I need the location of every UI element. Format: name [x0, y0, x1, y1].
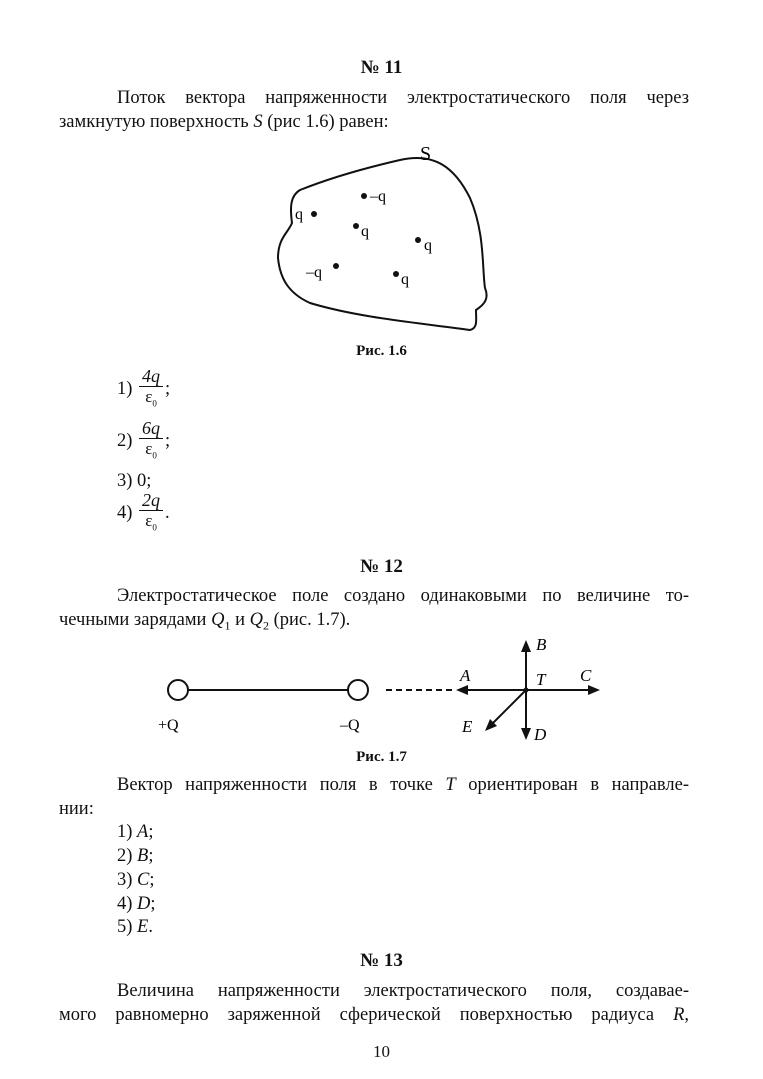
q12-option-3-num: 3) — [117, 870, 133, 890]
charge-plus-q-circle — [168, 680, 188, 700]
charge-dot-5 — [333, 263, 339, 269]
q13-text-line2 — [59, 1003, 689, 1027]
plus-q-label: +Q — [158, 717, 179, 734]
minus-q-label: –Q — [340, 717, 360, 734]
q13-line1-text: Величина напряженности электростатического поля, создавае- — [117, 981, 689, 1001]
figure-1-6 — [270, 138, 500, 338]
figure-1-7 — [150, 630, 620, 748]
q13-radius-symbol: R — [673, 1005, 685, 1025]
charge-dot-3 — [353, 223, 359, 229]
q12-text2-line2: нии: — [59, 799, 94, 819]
arrow-d-head — [521, 728, 531, 740]
q12-q2: Q — [249, 610, 263, 630]
q12-option-1-letter: A — [137, 822, 149, 842]
charge-label-3: q — [361, 223, 369, 240]
label-b: B — [536, 635, 547, 654]
label-t: T — [536, 670, 546, 689]
closed-surface-s — [278, 158, 487, 330]
q12-option-2-letter: B — [137, 846, 149, 866]
q12-point-t: T — [445, 775, 456, 795]
q13-line2-b: , — [684, 1005, 689, 1025]
q11-option-1-num: 1) — [117, 378, 133, 399]
q11-option-4-denominator — [139, 511, 163, 537]
q11-option-2-end: ; — [165, 430, 171, 451]
q11-text-line2 — [59, 110, 389, 134]
q11-option-4-sub: 0 — [152, 522, 157, 533]
arrow-b-head — [521, 640, 531, 652]
q12-option-2 — [117, 844, 154, 868]
figure-1-7-caption: Рис. 1.7 — [356, 749, 407, 765]
q12-option-3-end: ; — [149, 870, 155, 890]
label-c: C — [580, 666, 592, 685]
q11-text — [117, 86, 689, 110]
surface-label-s: S — [420, 143, 432, 165]
arrow-c-head — [588, 685, 600, 695]
q12-line1-text: Электростатическое поле создано одинаковыми по величине то- — [117, 586, 689, 606]
q11-option-4-num: 4) — [117, 502, 133, 523]
q12-option-1-num: 1) — [117, 822, 133, 842]
charge-dot-1 — [361, 193, 367, 199]
charge-dot-6 — [393, 271, 399, 277]
charge-label-1: –q — [370, 188, 386, 205]
q11-option-2-fraction — [139, 418, 163, 465]
charge-label-5: –q — [306, 264, 322, 281]
q12-option-1-end: ; — [148, 822, 154, 842]
q12-option-3-letter: C — [137, 870, 150, 890]
q12-option-4 — [117, 892, 156, 916]
q12-q1-sub: 1 — [224, 618, 231, 633]
charge-label-4: q — [424, 237, 432, 254]
q11-heading: № 11 — [360, 57, 403, 78]
q11-option-1-fraction — [139, 366, 163, 413]
q11-surface-symbol: S — [253, 112, 263, 132]
q11-line2-a: замкнутую поверхность — [59, 112, 254, 132]
q12-text2-line1 — [117, 773, 689, 797]
q12-text2-a: Вектор напряженности поля в точке — [117, 775, 446, 795]
q11-option-4-numerator: 2q — [139, 490, 163, 511]
q11-option-4 — [117, 490, 170, 537]
q12-option-4-letter: D — [137, 894, 151, 914]
point-t — [524, 688, 529, 693]
q12-option-5-end: . — [148, 917, 153, 937]
q11-option-2-eps: ε — [145, 439, 153, 458]
q11-option-2-sub: 0 — [152, 450, 157, 461]
q11-option-4-end: . — [165, 502, 170, 523]
arrow-a-head — [456, 685, 468, 695]
q11-option-2 — [117, 418, 170, 465]
q12-text2-b: ориентирован в направле- — [455, 775, 689, 795]
q12-line2-a: чечными зарядами — [59, 610, 212, 630]
charge-label-2: q — [295, 206, 303, 223]
q12-option-4-num: 4) — [117, 894, 133, 914]
label-d: D — [534, 725, 547, 744]
q12-and: и — [230, 610, 250, 630]
q11-option-1-eps: ε — [145, 387, 153, 406]
q13-heading: № 13 — [360, 950, 403, 971]
q12-q2-sub: 2 — [262, 618, 269, 633]
q13-line2-a: мого равномерно заряженной сферической поверхностью радиуса — [59, 1005, 674, 1025]
q13-line1-wrap — [117, 979, 689, 1003]
q11-option-1-sub: 0 — [152, 398, 157, 409]
q12-line1-wrap — [117, 584, 689, 608]
q12-q1: Q — [211, 610, 225, 630]
charge-dot-2 — [311, 211, 317, 217]
q11-option-3-num: 3) — [117, 471, 133, 491]
q12-option-2-end: ; — [148, 846, 154, 866]
arrow-e-line — [490, 690, 526, 726]
label-a: A — [460, 666, 471, 685]
figure-1-6-caption: Рис. 1.6 — [356, 343, 407, 359]
q11-option-4-fraction — [139, 490, 163, 537]
charge-label-6: q — [401, 271, 409, 288]
q11-line2-b: (рис 1.6) равен: — [262, 112, 389, 132]
q11-line1-text: Поток вектора напряженности электростатического поля через — [117, 88, 689, 108]
q11-option-1 — [117, 366, 170, 413]
q13-text-line1 — [117, 979, 689, 1003]
q11-option-2-numerator: 6q — [139, 418, 163, 439]
charge-dot-4 — [415, 237, 421, 243]
q12-option-1 — [117, 820, 154, 844]
q12-heading: № 12 — [360, 556, 403, 577]
q11-option-1-numerator: 4q — [139, 366, 163, 387]
q12-text-line1 — [117, 584, 689, 608]
q12-option-4-end: ; — [150, 894, 156, 914]
q12-option-5-num: 5) — [117, 917, 133, 937]
q11-option-2-num: 2) — [117, 430, 133, 451]
q12-line2-b: (рис. 1.7). — [268, 610, 351, 630]
q12-text2-wrap — [117, 773, 689, 797]
q11-option-2-denominator — [139, 439, 163, 465]
q11-text-line1 — [117, 86, 689, 110]
q11-option-1-denominator — [139, 387, 163, 413]
q11-option-3-text: 0; — [137, 471, 152, 491]
q12-option-3 — [117, 868, 155, 892]
q11-option-1-end: ; — [165, 378, 171, 399]
page-number: 10 — [373, 1042, 390, 1061]
q12-option-5-letter: E — [137, 917, 149, 937]
label-e: E — [462, 717, 473, 736]
charge-minus-q-circle — [348, 680, 368, 700]
q12-option-5 — [117, 915, 153, 939]
q11-option-4-eps: ε — [145, 511, 153, 530]
q12-option-2-num: 2) — [117, 846, 133, 866]
